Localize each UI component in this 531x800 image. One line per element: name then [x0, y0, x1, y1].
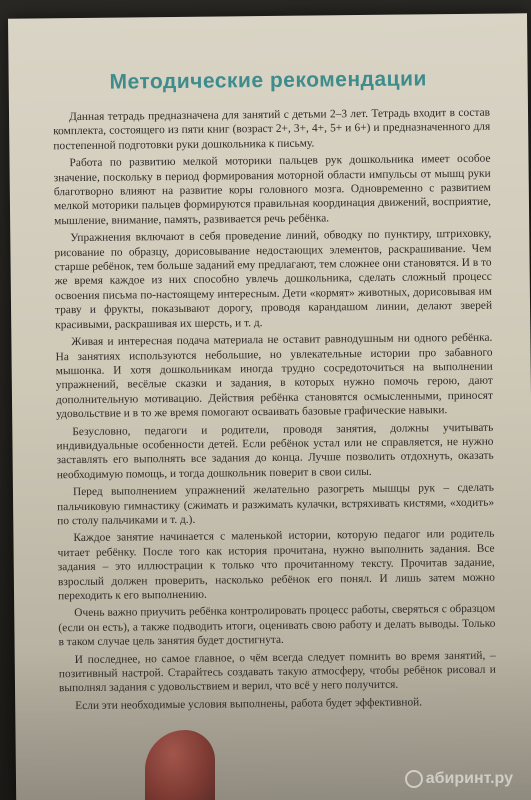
paragraph: Очень важно приучить ребёнка контролировать процесс работы, сверяться с образцом (если он есть), а также подводить итоги, оценивать свою работу и делать выводы. Только в таком случае цель занятия будет достигнута.	[58, 603, 496, 649]
paragraph: Безусловно, педагоги и родители, проводя занятия, должны учитывать индивидуальные особенности детей. Если ребёнок устал или не справляется, не нужно заставлять его выполнять все задания до конца. Лучше позволить отдохнуть, оказать необходимую помощь, и тогда дошкольник поверит в свои силы.	[56, 421, 494, 481]
paragraph: Работа по развитию мелкой моторики пальцев рук дошкольника имеет особое значение, поскольку в период формирования моторной области импульсы от мышц руки благотворно влияют на развитие коры головного мозга. Одновременно с развитием мелкой моторики пальцев формируются правильная координация движений, восприятие, мышление, внимание, память, развивается речь ребёнка.	[53, 152, 492, 228]
paragraph: И последнее, но самое главное, о чём всегда следует помнить во время занятий, – позитивный настрой. Старайтесь создавать такую атмосферу, чтобы ребёнок рисовал и выполнял задания с удовольствием и верил, что всё у него получится.	[58, 649, 496, 695]
book-page	[8, 13, 531, 800]
paragraph: Упражнения включают в себя проведение линий, обводку по пунктиру, штриховку, рисование по образцу, дорисовывание недостающих элементов, раскрашивание. Чем старше ребёнок, тем больше заданий ему предлагают, тем сложнее они становятся. И в то же время каждое из них способно увлечь дошкольника, сделать сложный процесс освоения письма по-настоящему интересным. Дети «кормят» животных, дорисовывая им траву и фрукты, показывают дорогу, проводя карандашом линии, делают зверей красивыми, раскрашивая их шерсть, и т. д.	[54, 227, 493, 331]
paragraph: Живая и интересная подача материала не оставит равнодушным ни одного ребёнка. На занятиях используются небольшие, но увлекательные истории про забавного мышонка. И хотя дошкольникам иногда трудно сосредоточиться на выполнении упражнений, весёлые сказки и задания, в которых нужно помочь герою, дают дополнительную мотивацию. Действия ребёнка становятся осмысленными, приносят удовольствие и в то же время помогают осваивать базовые графические навыки.	[55, 331, 494, 421]
paragraph: Если эти необходимые условия выполнены, работа будет эффективной.	[75, 696, 423, 712]
paragraph: Каждое занятие начинается с маленькой истории, которую педагог или родитель читает ребёнку. После того как история прочитана, нужно выполнить задания. Все задания – это иллюстрации к только что прочитанному тексту. Прочитав задание, взрослый должен проверить, насколько ребёнок его понял. И лишь затем можно переходить к его выполнению.	[57, 528, 495, 603]
paragraph: Данная тетрадь предназначена для занятий с детьми 2–3 лет. Тетрадь входит в состав комплекта, состоящего из пяти книг (возраст 2+, 3+, 4+, 5+ и 6+) и предназначенного для постепенной подготовки руки дошкольника к письму.	[53, 106, 491, 153]
page-body	[53, 106, 496, 717]
page-title: Методические рекомендации	[109, 67, 427, 94]
paragraph: Перед выполнением упражнений желательно разогреть мышцы рук – сделать пальчиковую гимнастику (сжимать и разжимать кулачки, встряхивать кистями, «ходить» по столу пальчиками и т. д.).	[57, 481, 495, 528]
watermark-text: абиринт.ру	[425, 770, 513, 787]
labirint-logo-icon	[405, 770, 423, 788]
watermark	[405, 770, 513, 788]
